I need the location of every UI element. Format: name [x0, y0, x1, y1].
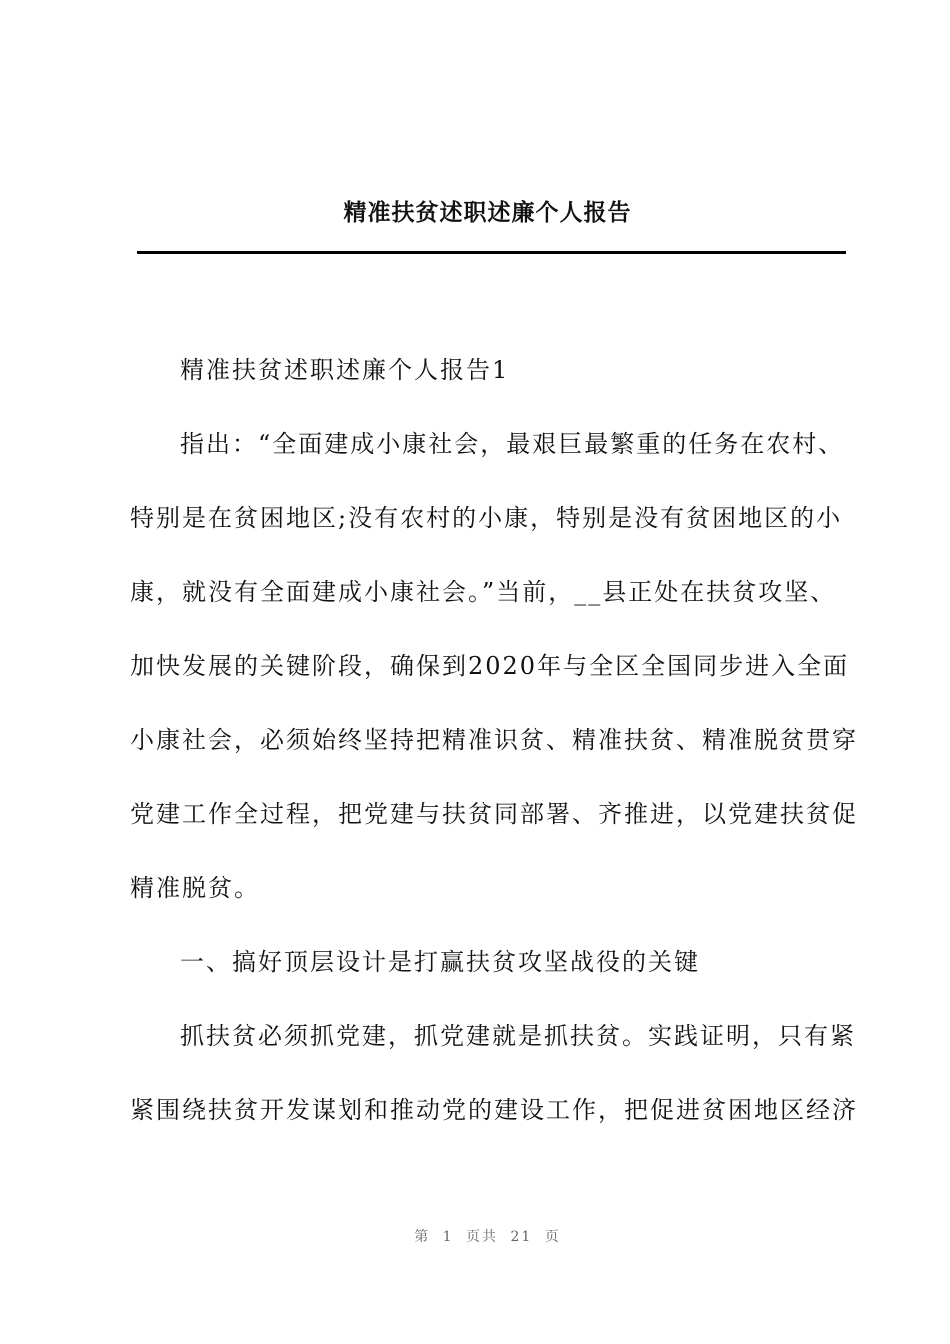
- paragraph-line: 指出：“全面建成小康社会，最艰巨最繁重的任务在农村、: [180, 430, 845, 458]
- subsection-heading: 一、搞好顶层设计是打赢扶贫攻坚战役的关键: [180, 948, 700, 976]
- paragraph-line: 小康社会，必须始终坚持把精准识贫、精准扶贫、精准脱贫贯穿: [130, 726, 858, 754]
- title-divider: [137, 251, 846, 254]
- paragraph-line: 党建工作全过程，把党建与扶贫同部署、齐推进，以党建扶贫促: [130, 800, 858, 828]
- document-title: 精准扶贫述职述廉个人报告: [343, 199, 632, 226]
- paragraph-line: 特别是在贫困地区;没有农村的小康，特别是没有贫困地区的小: [130, 504, 843, 532]
- paragraph-line: 抓扶贫必须抓党建，抓党建就是抓扶贫。实践证明，只有紧: [180, 1022, 856, 1050]
- page-number: 第 1 页共 21 页: [414, 1229, 561, 1245]
- section-heading: 精准扶贫述职述廉个人报告1: [180, 356, 510, 384]
- paragraph-line: 精准脱贫。: [130, 874, 260, 902]
- paragraph-line: 加快发展的关键阶段，确保到2020年与全区全国同步进入全面: [130, 652, 850, 680]
- paragraph-line: 康，就没有全面建成小康社会。”当前，__县正处在扶贫攻坚、: [130, 578, 837, 606]
- paragraph-line: 紧围绕扶贫开发谋划和推动党的建设工作，把促进贫困地区经济: [130, 1096, 858, 1124]
